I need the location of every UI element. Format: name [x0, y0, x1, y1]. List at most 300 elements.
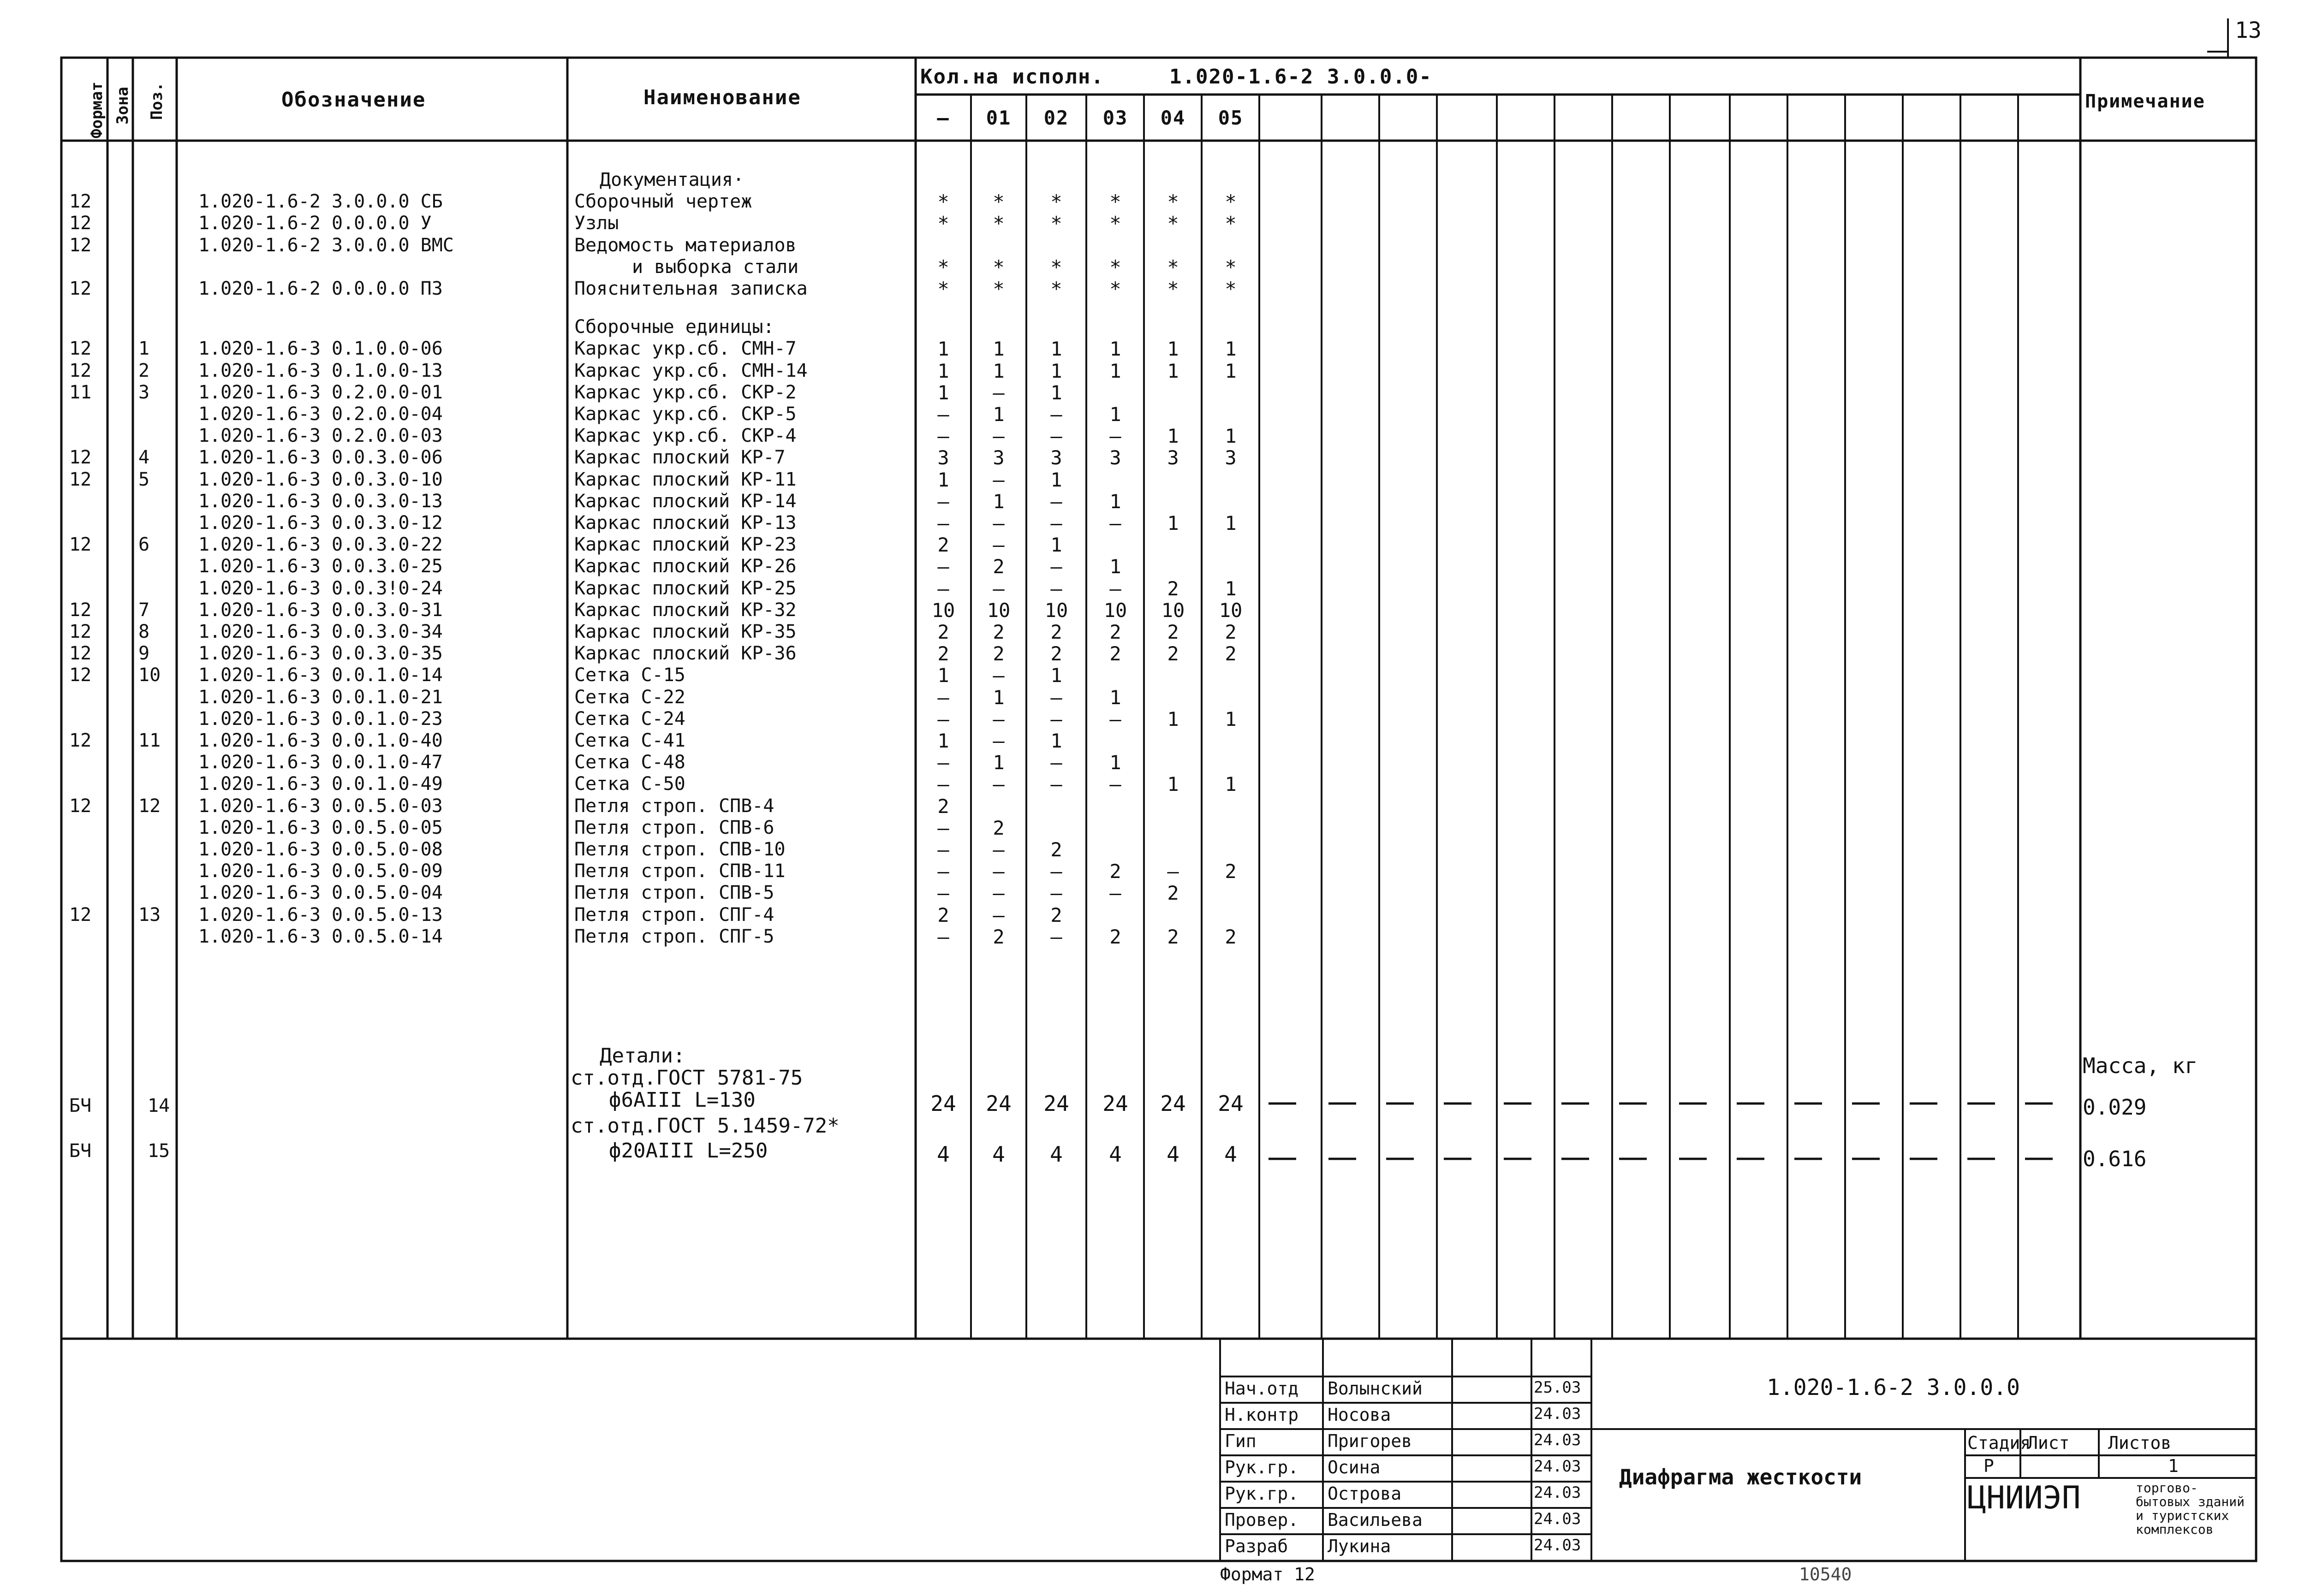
row-name: Петля строп. СПВ-6 — [574, 817, 774, 838]
row-pos: 13 — [138, 904, 161, 926]
row-qty: 1 — [1109, 686, 1121, 709]
row-name: Документация· — [600, 169, 744, 190]
row-qty: 3 — [1225, 446, 1237, 469]
stamp-org-sub: торгово-бытовых зданий и туристских комплексов — [2136, 1480, 2245, 1537]
row-qty: * — [1109, 190, 1121, 214]
row-qty: 1 — [937, 468, 949, 491]
row-qty: 1 — [1109, 490, 1121, 513]
row-qty: 1 — [1167, 512, 1179, 534]
row-qty: — — [937, 925, 949, 948]
row-name: Каркас плоский КР-26 — [574, 556, 797, 577]
footer-number: 10540 — [1799, 1564, 1852, 1584]
row-name: Петля строп. СПВ-5 — [574, 882, 774, 904]
stamp-date: 24.03 — [1534, 1431, 1581, 1449]
row-pos: 9 — [138, 643, 150, 665]
row-designation: 1.020-1.6-3 0.0.3!0-24 — [198, 577, 443, 599]
row-qty: 3 — [993, 446, 1005, 469]
row-pos: 3 — [138, 381, 150, 403]
details-item15: ф20АIII L=250 — [609, 1139, 768, 1163]
stamp-role: Нач.отд — [1225, 1378, 1299, 1399]
row-name: Каркас плоский КР-32 — [574, 599, 797, 621]
stamp-date: 24.03 — [1534, 1405, 1581, 1423]
row-designation: 1.020-1.6-2 3.0.0.0 ВМС — [198, 234, 454, 256]
detail-qty: 4 — [937, 1142, 950, 1167]
row-qty: * — [993, 255, 1005, 279]
row-name: Пояснительная записка — [574, 278, 808, 299]
row-name: Ведомость материалов — [574, 234, 797, 256]
row-qty: 2 — [1109, 860, 1121, 883]
row-format: 12 — [69, 338, 92, 360]
row-name: Сетка С-24 — [574, 708, 685, 730]
row-qty: 3 — [937, 446, 949, 469]
row-qty: 2 — [937, 642, 949, 665]
row-name: Каркас укр.сб. СКР-2 — [574, 381, 797, 403]
row-name: Каркас укр.сб. СКР-4 — [574, 425, 797, 447]
row-qty: 3 — [1167, 446, 1179, 469]
row-pos: 10 — [138, 665, 161, 686]
row-name: Сетка С-15 — [574, 665, 685, 686]
row-pos: 6 — [138, 534, 150, 556]
row-qty: 2 — [1167, 577, 1179, 600]
row-format: 12 — [69, 904, 92, 926]
row-qty: — — [1050, 555, 1062, 578]
row-designation: 1.020-1.6-3 0.0.5.0-03 — [198, 795, 443, 817]
stamp-date: 24.03 — [1534, 1457, 1581, 1476]
row14-pos: 14 — [148, 1095, 170, 1116]
detail-qty: 24 — [986, 1091, 1012, 1116]
row-qty: 2 — [1050, 903, 1062, 926]
row-qty: 1 — [993, 359, 1005, 382]
row-designation: 1.020-1.6-3 0.0.3.0-22 — [198, 534, 443, 556]
row-qty: 3 — [1050, 446, 1062, 469]
row-designation: 1.020-1.6-3 0.0.5.0-08 — [198, 839, 443, 860]
row-qty: 2 — [1109, 925, 1121, 948]
row-qty: — — [993, 860, 1005, 883]
row-qty: * — [1225, 255, 1237, 279]
row-format: 12 — [69, 795, 92, 817]
row-qty: — — [993, 534, 1005, 557]
stamp-sheet: 1 — [2168, 1456, 2179, 1476]
stamp-stage-label: Стадия — [1967, 1433, 2031, 1453]
row-qty: 2 — [993, 555, 1005, 578]
row-qty: — — [937, 686, 949, 709]
row-designation: 1.020-1.6-3 0.0.3.0-35 — [198, 643, 443, 665]
row-qty: — — [937, 816, 949, 839]
row-qty: — — [993, 707, 1005, 730]
row-qty: — — [937, 751, 949, 774]
stamp-name: Острова — [1328, 1483, 1402, 1504]
row-name: Узлы — [574, 213, 619, 234]
detail-qty: 24 — [1102, 1091, 1128, 1116]
details-std1: ст.отд.ГОСТ 5781-75 — [571, 1066, 803, 1090]
row-qty: 10 — [987, 599, 1011, 622]
row-format: 12 — [69, 665, 92, 686]
row-qty: * — [1167, 190, 1179, 214]
row-qty: 2 — [993, 925, 1005, 948]
details-std2: ст.отд.ГОСТ 5.1459-72* — [571, 1114, 840, 1138]
row-designation: 1.020-1.6-3 0.1.0.0-13 — [198, 360, 443, 381]
row-qty: 1 — [937, 664, 949, 687]
row-qty: 1 — [1109, 403, 1121, 426]
row15-format: БЧ — [69, 1140, 92, 1162]
variant-header: — — [937, 107, 950, 129]
row-qty: 2 — [1109, 621, 1121, 643]
row-designation: 1.020-1.6-3 0.0.3.0-31 — [198, 599, 443, 621]
row14-format: БЧ — [69, 1095, 92, 1116]
row-qty: — — [993, 882, 1005, 905]
row-format: 12 — [69, 360, 92, 381]
row-qty: — — [1050, 425, 1062, 448]
stamp-title: Диафрагма жесткости — [1619, 1465, 1862, 1489]
row-name: Каркас плоский КР-23 — [574, 534, 797, 556]
detail-qty: 4 — [1224, 1142, 1237, 1167]
row-name: Каркас плоский КР-25 — [574, 577, 797, 599]
row-qty: — — [937, 860, 949, 883]
row-qty: 2 — [1050, 838, 1062, 861]
row-name: Каркас укр.сб. СМН-7 — [574, 338, 797, 360]
row-qty: — — [1050, 882, 1062, 905]
row-qty: — — [1050, 751, 1062, 774]
row-qty: 2 — [937, 795, 949, 818]
detail-qty: 4 — [1167, 1142, 1179, 1167]
row-designation: 1.020-1.6-3 0.0.5.0-13 — [198, 904, 443, 926]
row-qty: — — [993, 512, 1005, 534]
row-pos: 8 — [138, 621, 150, 642]
row-pos: 1 — [138, 338, 150, 360]
row-format: 12 — [69, 469, 92, 490]
row-qty: — — [937, 425, 949, 448]
row-qty: 2 — [1225, 860, 1237, 883]
row-qty: 1 — [1225, 338, 1237, 361]
row-designation: 1.020-1.6-3 0.0.3.0-34 — [198, 621, 443, 642]
stamp-date: 24.03 — [1534, 1510, 1581, 1528]
row-qty: * — [937, 255, 949, 279]
row-qty: — — [937, 838, 949, 861]
row-qty: 1 — [993, 490, 1005, 513]
header-qty: Кол.на исполн. — [920, 65, 1104, 89]
detail-qty: 24 — [1043, 1091, 1069, 1116]
row-qty: 10 — [1161, 599, 1185, 622]
row-qty: — — [937, 707, 949, 730]
row-qty: 1 — [1167, 425, 1179, 448]
row-designation: 1.020-1.6-2 0.0.0.0 У — [198, 213, 432, 234]
row-qty: 2 — [1167, 925, 1179, 948]
row-qty: 1 — [1050, 730, 1062, 752]
stamp-sheets-label: Листов — [2108, 1433, 2172, 1453]
row-pos: 5 — [138, 469, 150, 490]
row-qty: 1 — [993, 403, 1005, 426]
row-qty: 3 — [1109, 446, 1121, 469]
row-qty: * — [1050, 278, 1062, 300]
row-qty: * — [1225, 190, 1237, 214]
row-qty: 2 — [1109, 642, 1121, 665]
stamp-role: Провер. — [1225, 1510, 1299, 1530]
row-format: 11 — [69, 381, 92, 403]
row-designation: 1.020-1.6-3 0.0.1.0-21 — [198, 686, 443, 708]
row-qty: 1 — [1109, 359, 1121, 382]
row-name: Петля строп. СПГ-4 — [574, 904, 774, 926]
row-qty: — — [993, 468, 1005, 491]
row-name: Сетка С-50 — [574, 773, 685, 795]
row-format: 12 — [69, 213, 92, 234]
row-qty: 1 — [993, 338, 1005, 361]
detail-qty: 24 — [1218, 1091, 1244, 1116]
row-qty: 2 — [937, 621, 949, 643]
row-qty: 10 — [1219, 599, 1243, 622]
row-qty: 1 — [1050, 338, 1062, 361]
row-name: Каркас плоский КР-36 — [574, 643, 797, 665]
row-qty: — — [1050, 490, 1062, 513]
row-qty: 1 — [1167, 707, 1179, 730]
row-qty: * — [1050, 212, 1062, 235]
stamp-sheet-label: Лист — [2027, 1433, 2070, 1453]
row-qty: 1 — [1225, 577, 1237, 600]
row-qty: 1 — [1109, 751, 1121, 774]
stamp-name: Волынский — [1328, 1378, 1423, 1399]
variant-header: 04 — [1160, 107, 1186, 129]
row15-pos: 15 — [148, 1140, 170, 1162]
row-designation: 1.020-1.6-3 0.0.1.0-40 — [198, 730, 443, 751]
row-qty: 2 — [1050, 642, 1062, 665]
row-qty: * — [993, 212, 1005, 235]
mass-label: Масса, кг — [2083, 1053, 2198, 1078]
row-qty: 1 — [993, 751, 1005, 774]
header-pos: Поз. — [148, 82, 166, 120]
row-qty: * — [937, 212, 949, 235]
row-qty: 1 — [937, 381, 949, 404]
row-qty: — — [993, 425, 1005, 448]
row-qty: 1 — [1050, 359, 1062, 382]
row-designation: 1.020-1.6-3 0.0.1.0-49 — [198, 773, 443, 795]
detail-qty: 4 — [992, 1142, 1005, 1167]
row-qty: — — [937, 577, 949, 600]
mass-15: 0.616 — [2083, 1146, 2147, 1171]
row-name: Петля строп. СПВ-10 — [574, 839, 786, 860]
stamp-role: Гип — [1225, 1431, 1257, 1451]
row-format: 12 — [69, 278, 92, 299]
stamp-name: Лукина — [1328, 1536, 1391, 1556]
row-qty: — — [1050, 925, 1062, 948]
row-designation: 1.020-1.6-3 0.0.1.0-14 — [198, 665, 443, 686]
row-qty: 10 — [931, 599, 955, 622]
variant-header: 01 — [986, 107, 1012, 129]
row-format: 12 — [69, 643, 92, 665]
row-name: Петля строп. СПГ-5 — [574, 926, 774, 947]
row-qty: — — [1167, 860, 1179, 883]
row-qty: 1 — [937, 338, 949, 361]
row-format: 12 — [69, 730, 92, 751]
row-qty: 1 — [937, 359, 949, 382]
row-name: Сетка С-48 — [574, 752, 685, 773]
row-qty: — — [1050, 860, 1062, 883]
row-designation: 1.020-1.6-3 0.0.3.0-13 — [198, 490, 443, 512]
row-qty: 10 — [1044, 599, 1068, 622]
header-designation: Обозначение — [281, 88, 426, 112]
row-name: Каркас плоский КР-11 — [574, 469, 797, 490]
row-qty: — — [1109, 707, 1121, 730]
header-note: Примечание — [2085, 91, 2205, 112]
row-designation: 1.020-1.6-3 0.0.5.0-04 — [198, 882, 443, 904]
row-qty: 1 — [1050, 664, 1062, 687]
mass-14: 0.029 — [2083, 1095, 2147, 1120]
stamp-name: Осина — [1328, 1457, 1381, 1477]
variant-header: 05 — [1218, 107, 1244, 129]
row-qty: — — [937, 882, 949, 905]
row-designation: 1.020-1.6-2 3.0.0.0 СБ — [198, 191, 443, 213]
row-format: 12 — [69, 534, 92, 556]
row-format: 12 — [69, 621, 92, 642]
row-designation: 1.020-1.6-3 0.0.3.0-12 — [198, 512, 443, 534]
row-qty: 2 — [1167, 882, 1179, 905]
row-name: Каркас укр.сб. СМН-14 — [574, 360, 808, 381]
stamp-name: Носова — [1328, 1405, 1391, 1425]
stamp-org: ЦНИИЭП — [1967, 1480, 2081, 1516]
footer-format: Формат 12 — [1220, 1564, 1315, 1584]
row-qty: * — [1109, 278, 1121, 300]
row-qty: 2 — [937, 903, 949, 926]
row-qty: 2 — [1167, 642, 1179, 665]
row-qty: — — [937, 773, 949, 796]
row-qty: * — [1225, 278, 1237, 300]
row-qty: 1 — [1225, 707, 1237, 730]
row-format: 12 — [69, 599, 92, 621]
detail-qty: 4 — [1050, 1142, 1063, 1167]
row-qty: — — [993, 730, 1005, 752]
row-qty: — — [937, 555, 949, 578]
row-qty: 1 — [1050, 534, 1062, 557]
row-qty: 1 — [1109, 338, 1121, 361]
row-qty: * — [993, 278, 1005, 300]
header-qty-code: 1.020-1.6-2 3.0.0.0- — [1169, 65, 1432, 89]
row-qty: * — [937, 190, 949, 214]
row-designation: 1.020-1.6-3 0.2.0.0-01 — [198, 381, 443, 403]
row-qty: — — [1050, 403, 1062, 426]
row-designation: 1.020-1.6-3 0.0.5.0-05 — [198, 817, 443, 838]
header-name: Наименование — [643, 86, 801, 109]
row-qty: 2 — [1225, 621, 1237, 643]
row-qty: 1 — [1167, 773, 1179, 796]
row-format: 12 — [69, 234, 92, 256]
row-name: Сетка С-41 — [574, 730, 685, 751]
row-name: Каркас плоский КР-35 — [574, 621, 797, 642]
row-designation: 1.020-1.6-3 0.0.3.0-06 — [198, 447, 443, 469]
row-qty: 2 — [1167, 621, 1179, 643]
row-designation: 1.020-1.6-3 0.0.1.0-47 — [198, 752, 443, 773]
row-qty: 2 — [993, 816, 1005, 839]
row-qty: 2 — [937, 534, 949, 557]
stamp-date: 25.03 — [1534, 1378, 1581, 1397]
stamp-role: Разраб — [1225, 1536, 1288, 1556]
stamp-name: Васильева — [1328, 1510, 1423, 1530]
row-qty: * — [1050, 190, 1062, 214]
row-qty: * — [1167, 278, 1179, 300]
row-pos: 12 — [138, 795, 161, 817]
row-qty: — — [1050, 773, 1062, 796]
detail-qty: 24 — [930, 1091, 956, 1116]
row-name: Каркас плоский КР-13 — [574, 512, 797, 534]
row-qty: — — [1050, 512, 1062, 534]
row-name: Каркас плоский КР-14 — [574, 490, 797, 512]
row-name: Сборочные единицы: — [574, 316, 774, 338]
details-item14: ф6АIII L=130 — [609, 1088, 756, 1112]
variant-header: 02 — [1043, 107, 1069, 129]
row-pos: 2 — [138, 360, 150, 381]
row-qty: — — [993, 773, 1005, 796]
row-qty: — — [993, 838, 1005, 861]
row-qty: — — [937, 512, 949, 534]
row-qty: 1 — [1050, 468, 1062, 491]
row-qty: * — [1167, 255, 1179, 279]
row-qty: 1 — [1225, 359, 1237, 382]
row-qty: 2 — [1225, 925, 1237, 948]
row-designation: 1.020-1.6-3 0.2.0.0-03 — [198, 425, 443, 447]
row-qty: 1 — [1050, 381, 1062, 404]
header-format: Формат — [88, 82, 106, 138]
row-name: и выборка стали — [632, 256, 799, 278]
detail-qty: 24 — [1160, 1091, 1186, 1116]
row-name: Каркас плоский КР-7 — [574, 447, 786, 469]
row-designation: 1.020-1.6-3 0.0.3.0-25 — [198, 556, 443, 577]
row-qty: — — [937, 403, 949, 426]
row-name: Петля строп. СПВ-4 — [574, 795, 774, 817]
row-qty: — — [993, 577, 1005, 600]
row-designation: 1.020-1.6-2 0.0.0.0 ПЗ — [198, 278, 443, 299]
row-qty: 1 — [1167, 359, 1179, 382]
row-qty: * — [1167, 212, 1179, 235]
row-designation: 1.020-1.6-3 0.0.5.0-14 — [198, 926, 443, 947]
row-qty: 1 — [1167, 338, 1179, 361]
row-designation: 1.020-1.6-3 0.0.3.0-10 — [198, 469, 443, 490]
row-qty: 1 — [993, 686, 1005, 709]
row-name: Сетка С-22 — [574, 686, 685, 708]
row-qty: 1 — [1225, 425, 1237, 448]
row-qty: — — [993, 381, 1005, 404]
row-designation: 1.020-1.6-3 0.2.0.0-04 — [198, 403, 443, 425]
row-qty: — — [1050, 707, 1062, 730]
stamp-doc-code: 1.020-1.6-2 3.0.0.0 — [1767, 1375, 2020, 1400]
row-qty: * — [993, 190, 1005, 214]
row-qty: 2 — [993, 621, 1005, 643]
stamp-stage: Р — [1983, 1456, 1994, 1476]
row-qty: * — [1225, 212, 1237, 235]
row-designation: 1.020-1.6-3 0.0.5.0-09 — [198, 860, 443, 882]
header-zone: Зона — [113, 87, 132, 125]
row-pos: 4 — [138, 447, 150, 469]
row-name: Петля строп. СПВ-11 — [574, 860, 786, 882]
stamp-name: Пригорев — [1328, 1431, 1412, 1451]
stamp-date: 24.03 — [1534, 1483, 1581, 1502]
row-qty: — — [1109, 773, 1121, 796]
row-qty: 10 — [1103, 599, 1127, 622]
variant-header: 03 — [1102, 107, 1128, 129]
stamp-role: Рук.гр. — [1225, 1483, 1299, 1504]
details-title: Детали: — [600, 1044, 685, 1068]
row-qty: — — [1109, 425, 1121, 448]
row-designation: 1.020-1.6-3 0.0.1.0-23 — [198, 708, 443, 730]
stamp-role: Рук.гр. — [1225, 1457, 1299, 1477]
row-qty: 1 — [1225, 512, 1237, 534]
stamp-role: Н.контр — [1225, 1405, 1299, 1425]
row-qty: * — [1109, 255, 1121, 279]
row-qty: * — [1109, 212, 1121, 235]
row-qty: — — [937, 490, 949, 513]
row-name: Сборочный чертеж — [574, 191, 752, 213]
stamp-date: 24.03 — [1534, 1536, 1581, 1554]
row-pos: 7 — [138, 599, 150, 621]
row-qty: * — [1050, 255, 1062, 279]
row-qty: * — [937, 278, 949, 300]
row-name: Каркас укр.сб. СКР-5 — [574, 403, 797, 425]
